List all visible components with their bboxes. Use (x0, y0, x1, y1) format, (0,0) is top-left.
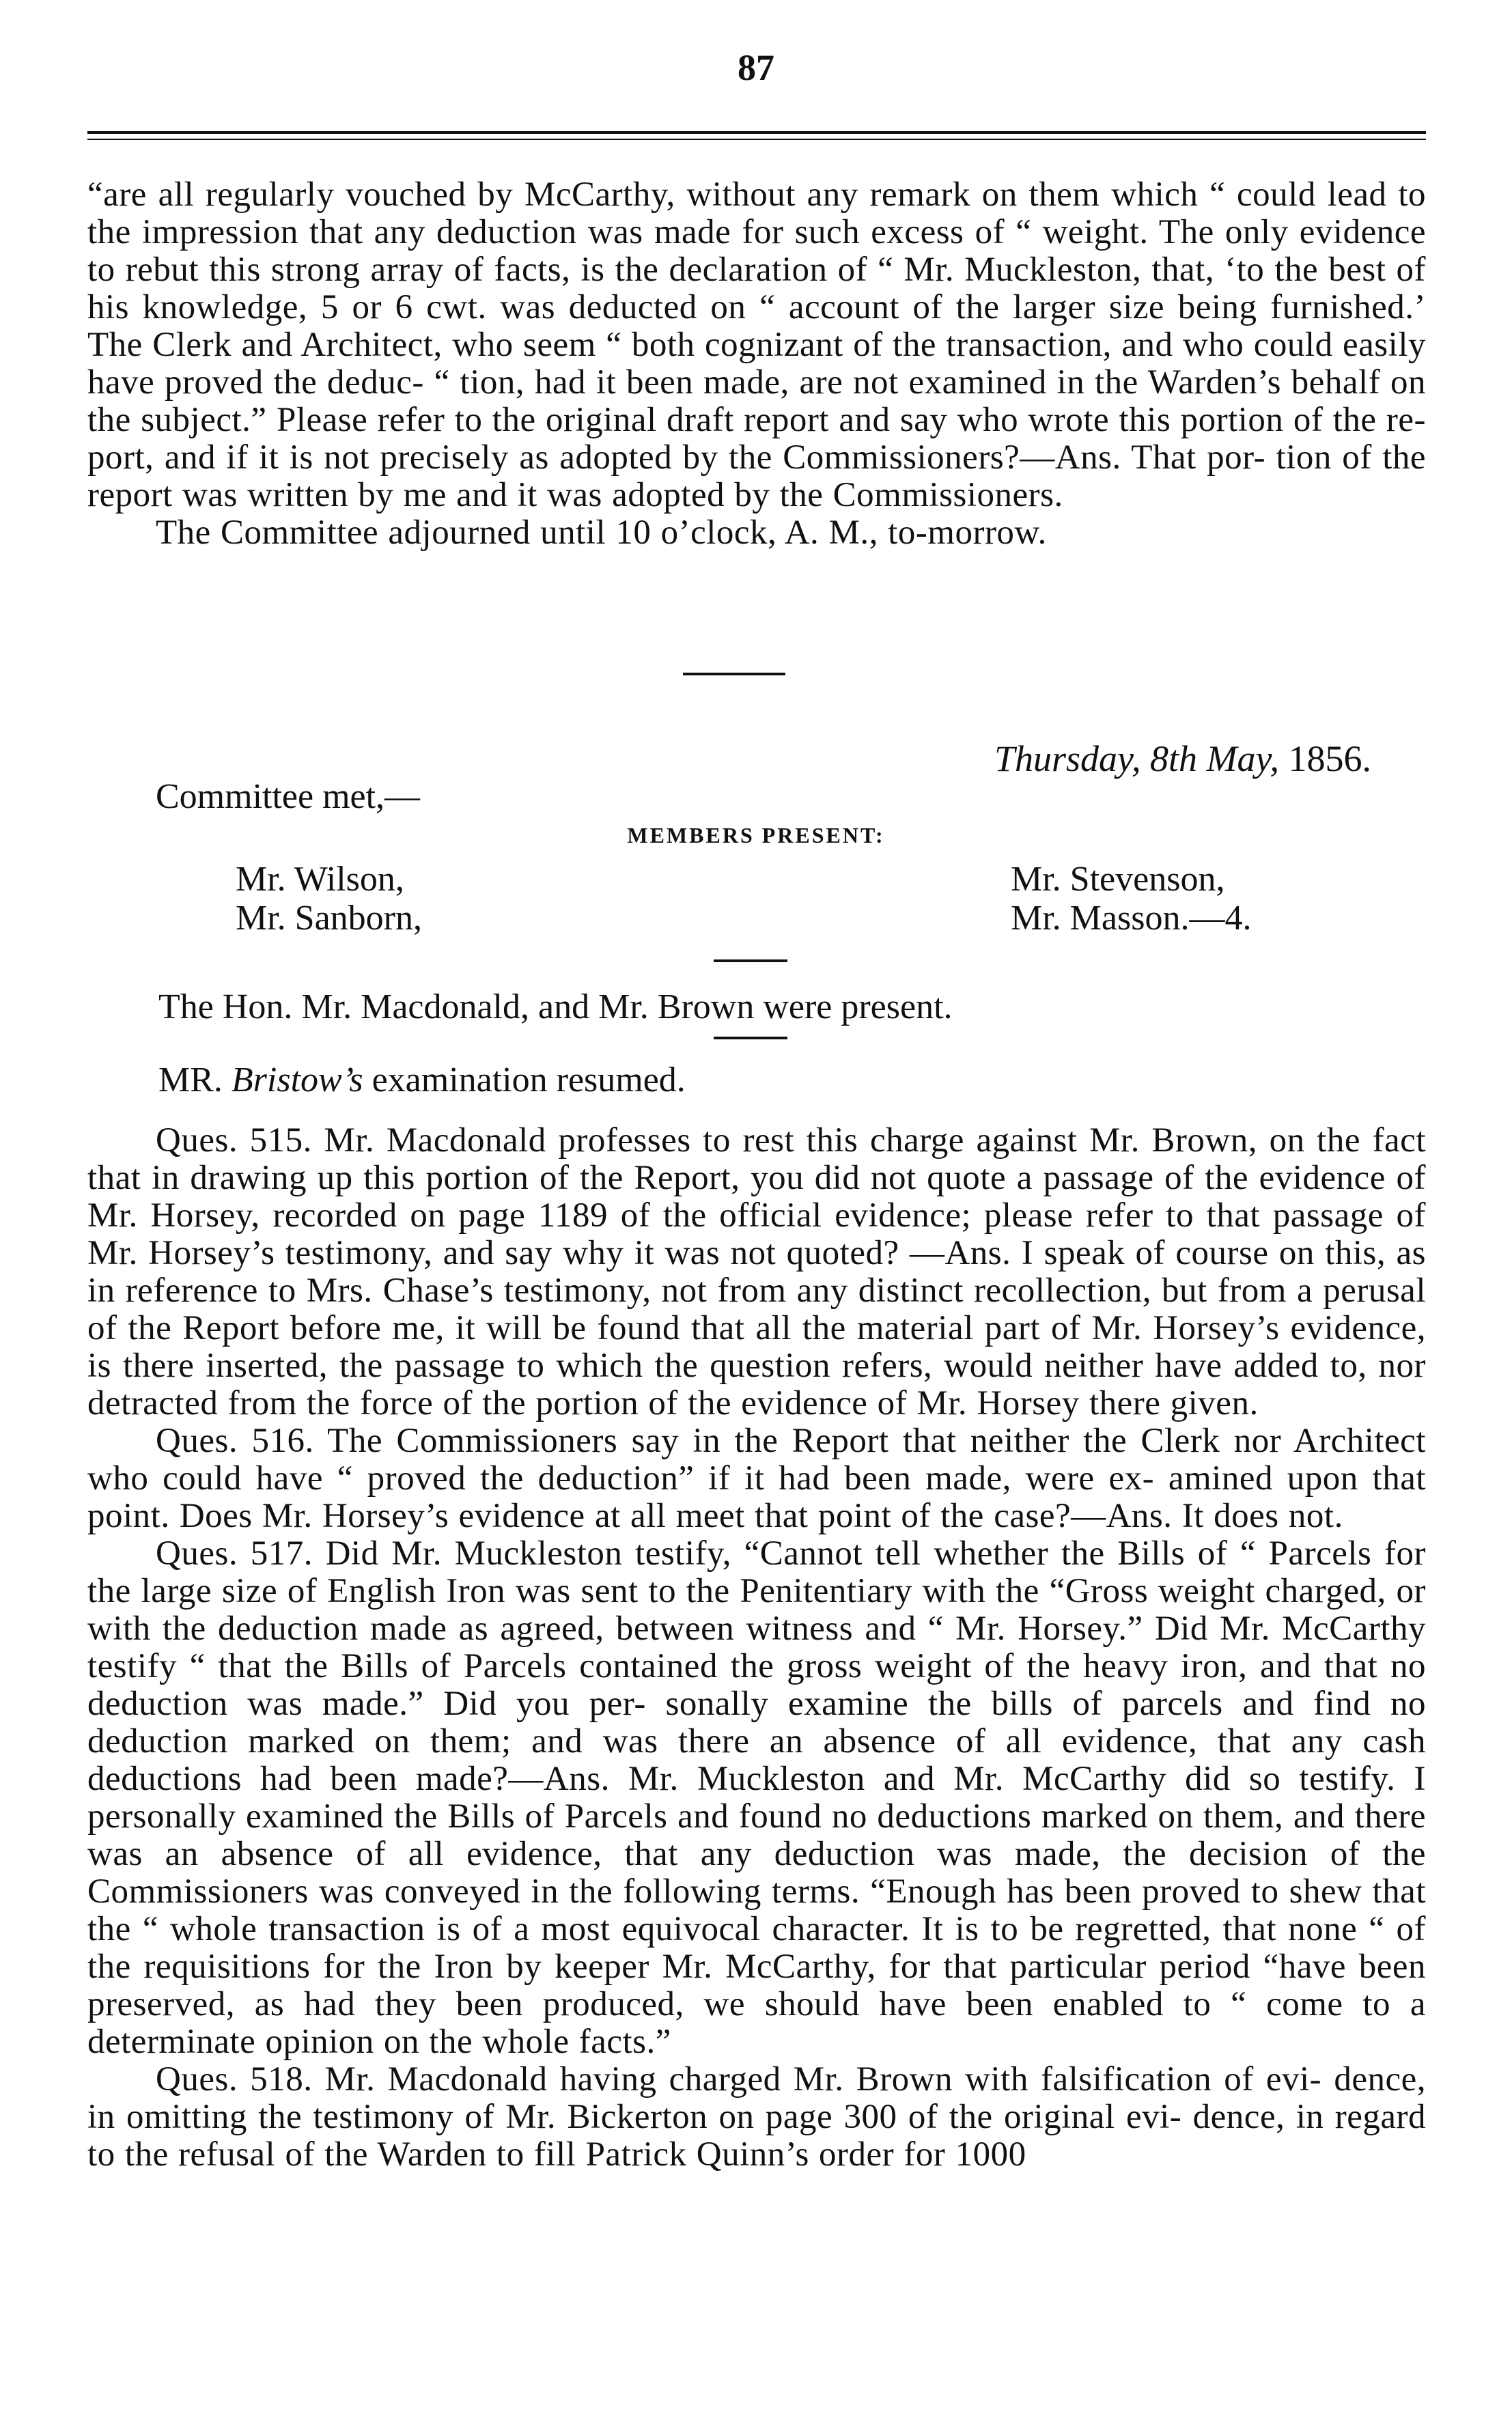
adjournment-note: The Committee adjourned until 10 o’clock, A. M., to-morrow. (156, 514, 1047, 552)
members-present-heading: MEMBERS PRESENT: (627, 823, 885, 847)
paragraph-continuation: “are all regularly vouched by McCarthy, without any remark on them which “ could lead to the impression that any deduction was made for such excess of “ weight. The only evidence to rebut this strong array of facts, is the declaration of “ Mr. Muckleston, that, ‘to the best of his knowledge, 5 or 6 cwt. was deducted on “ account of the larger size being furnished.’ The Clerk and Architect, who seem “ both cognizant of the transaction, and who could easily have proved the deduc- “ tion, had it been made, are not examined in the Warden’s behalf on the subject.” Please refer to the original draft report and say who wrote this portion of the re- port, and if it is not precisely as adopted by the Commissioners?—Ans. That por- tion of the report was written by me and it was adopted by the Commissioners. (87, 176, 1426, 514)
examination-witness: Bristow’s (231, 1061, 363, 1099)
session-year: 1856. (1288, 738, 1371, 779)
committee-met: Committee met,— (156, 777, 421, 816)
attendance-divider (714, 1037, 787, 1039)
question-515: Ques. 515. Mr. Macdonald professes to rest this charge against Mr. Brown, on the fact that in drawing up this portion of the Report, you did not quote a passage of the evidence of Mr. Horsey, recorded on page 1189 of the official evidence; please refer to that passage of Mr. Horsey’s testimony, and say why it was not quoted? —Ans. I speak of course on this, as in reference to Mrs. Chase’s testimony, not from any distinct recollection, but from a perusal of the Report before me, it will be found that all the material part of Mr. Horsey’s evidence, is there inserted, the passage to which the question refers, would neither have added to, nor detracted from the force of the portion of the evidence of Mr. Horsey there given. (87, 1121, 1426, 1422)
member-stevenson: Mr. Stevenson, (1011, 860, 1225, 899)
question-518: Ques. 518. Mr. Macdonald having charged Mr. Brown with falsification of evi- dence, in omitting the testimony of Mr. Bickerton on page 300 of the original evi- dence, in regard to the refusal of the Warden to fill Patrick Quinn’s order for 1000 (87, 2060, 1426, 2174)
session-date (994, 738, 1371, 780)
examination-heading (158, 1060, 686, 1100)
attendance-note: The Hon. Mr. Macdonald, and Mr. Brown were present. (158, 987, 953, 1026)
continued-paragraph (87, 176, 1426, 552)
examination-prefix: MR. (158, 1061, 223, 1099)
header-rule (87, 131, 1426, 140)
members-divider (714, 959, 787, 962)
member-sanborn: Mr. Sanborn, (236, 899, 422, 938)
member-wilson: Mr. Wilson, (236, 860, 404, 899)
examination-suffix: examination resumed. (372, 1061, 686, 1099)
session-date-text: Thursday, 8th May, (994, 738, 1279, 779)
question-517: Ques. 517. Did Mr. Muckleston testify, “Cannot tell whether the Bills of “ Parcels for the large size of English Iron was sent to the Penitentiary with the “Gross weight charged, or with the deduction made as agreed, between witness and “ Mr. Horsey.” Did Mr. McCarthy testify “ that the Bills of Parcels contained the gross weight of the heavy iron, and that no deduction was made.” Did you per- sonally examine the bills of parcels and find no deduction marked on them; and was there an absence of all evidence, that any cash deductions had been made?—Ans. Mr. Muckleston and Mr. McCarthy did so testify. I personally examined the Bills of Parcels and found no deductions marked on them, and there was an absence of all evidence, that any deduction was made, the decision of the Commissioners was conveyed in the following terms. “Enough has been proved to shew that the “ whole transaction is of a most equivocal character. It is to be regretted, that none “ of the requisitions for the Iron by keeper Mr. McCarthy, for that particular period “have been preserved, as had they been produced, we should have been enabled to “ come to a determinate opinion on the whole facts.” (87, 1534, 1426, 2061)
questions-body (87, 1122, 1426, 2174)
page-number: 87 (738, 47, 774, 88)
question-516: Ques. 516. The Commissioners say in the Report that neither the Clerk nor Architect who could have “ proved the deduction” if it had been made, were ex- amined upon that point. Does Mr. Horsey’s evidence at all meet that point of the case?—Ans. It does not. (87, 1422, 1426, 1535)
member-masson: Mr. Masson.—4. (1011, 899, 1252, 938)
section-divider (683, 673, 785, 675)
